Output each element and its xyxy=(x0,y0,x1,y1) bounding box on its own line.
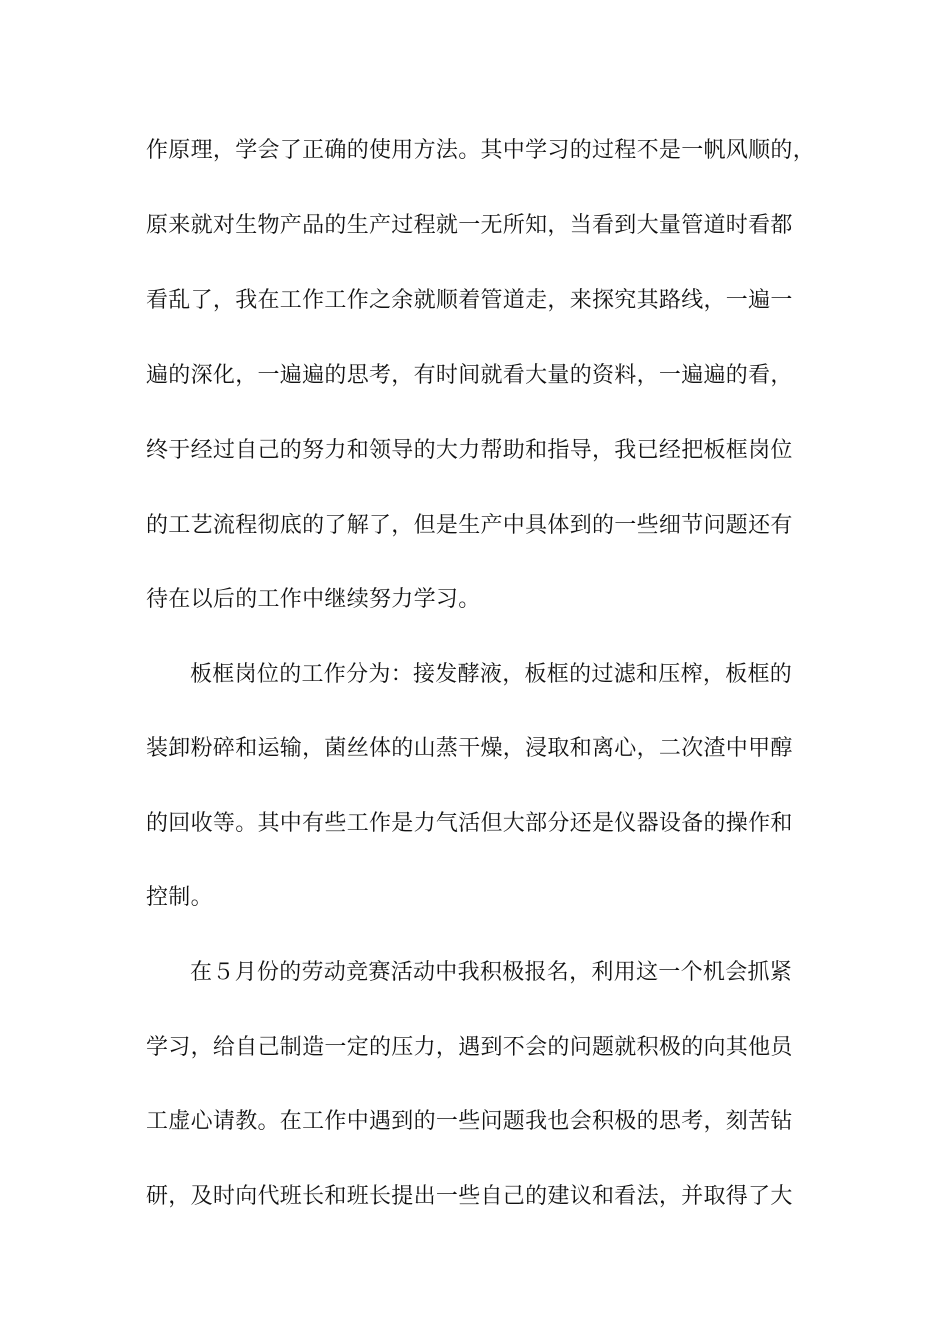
text-line: 装卸粉碎和运输，菌丝体的山蒸干燥，浸取和离心，二次渣中甲醇 xyxy=(146,736,793,761)
paragraph-first-line: 板框岗位的工作分为：接发酵液，板框的过滤和压榨，板框的 xyxy=(190,662,793,687)
text-line: 工虚心请教。在工作中遇到的一些问题我也会积极的思考，刻苦钻 xyxy=(146,1109,793,1134)
text-line: 遍的深化，一遍遍的思考，有时间就看大量的资料，一遍遍的看， xyxy=(146,363,793,388)
text-line: 待在以后的工作中继续努力学习。 xyxy=(146,587,481,612)
text-line: 看乱了，我在工作工作之余就顺着管道走，来探究其路线，一遍一 xyxy=(146,288,793,313)
text-line: 研，及时向代班长和班长提出一些自己的建议和看法，并取得了大 xyxy=(146,1184,793,1209)
text-line: 终于经过自己的努力和领导的大力帮助和指导，我已经把板框岗位 xyxy=(146,438,793,463)
text-line: 作原理，学会了正确的使用方法。其中学习的过程不是一帆风顺的， xyxy=(146,138,816,163)
text-line: 控制。 xyxy=(146,885,213,910)
paragraph-first-line: 在５月份的劳动竞赛活动中我积极报名，利用这一个机会抓紧 xyxy=(190,960,793,985)
text-line: 的回收等。其中有些工作是力气活但大部分还是仪器设备的操作和 xyxy=(146,811,793,836)
text-line: 学习，给自己制造一定的压力，遇到不会的问题就积极的向其他员 xyxy=(146,1035,793,1060)
text-line: 的工艺流程彻底的了解了，但是生产中具体到的一些细节问题还有 xyxy=(146,513,793,538)
text-line: 原来就对生物产品的生产过程就一无所知，当看到大量管道时看都 xyxy=(146,213,793,238)
